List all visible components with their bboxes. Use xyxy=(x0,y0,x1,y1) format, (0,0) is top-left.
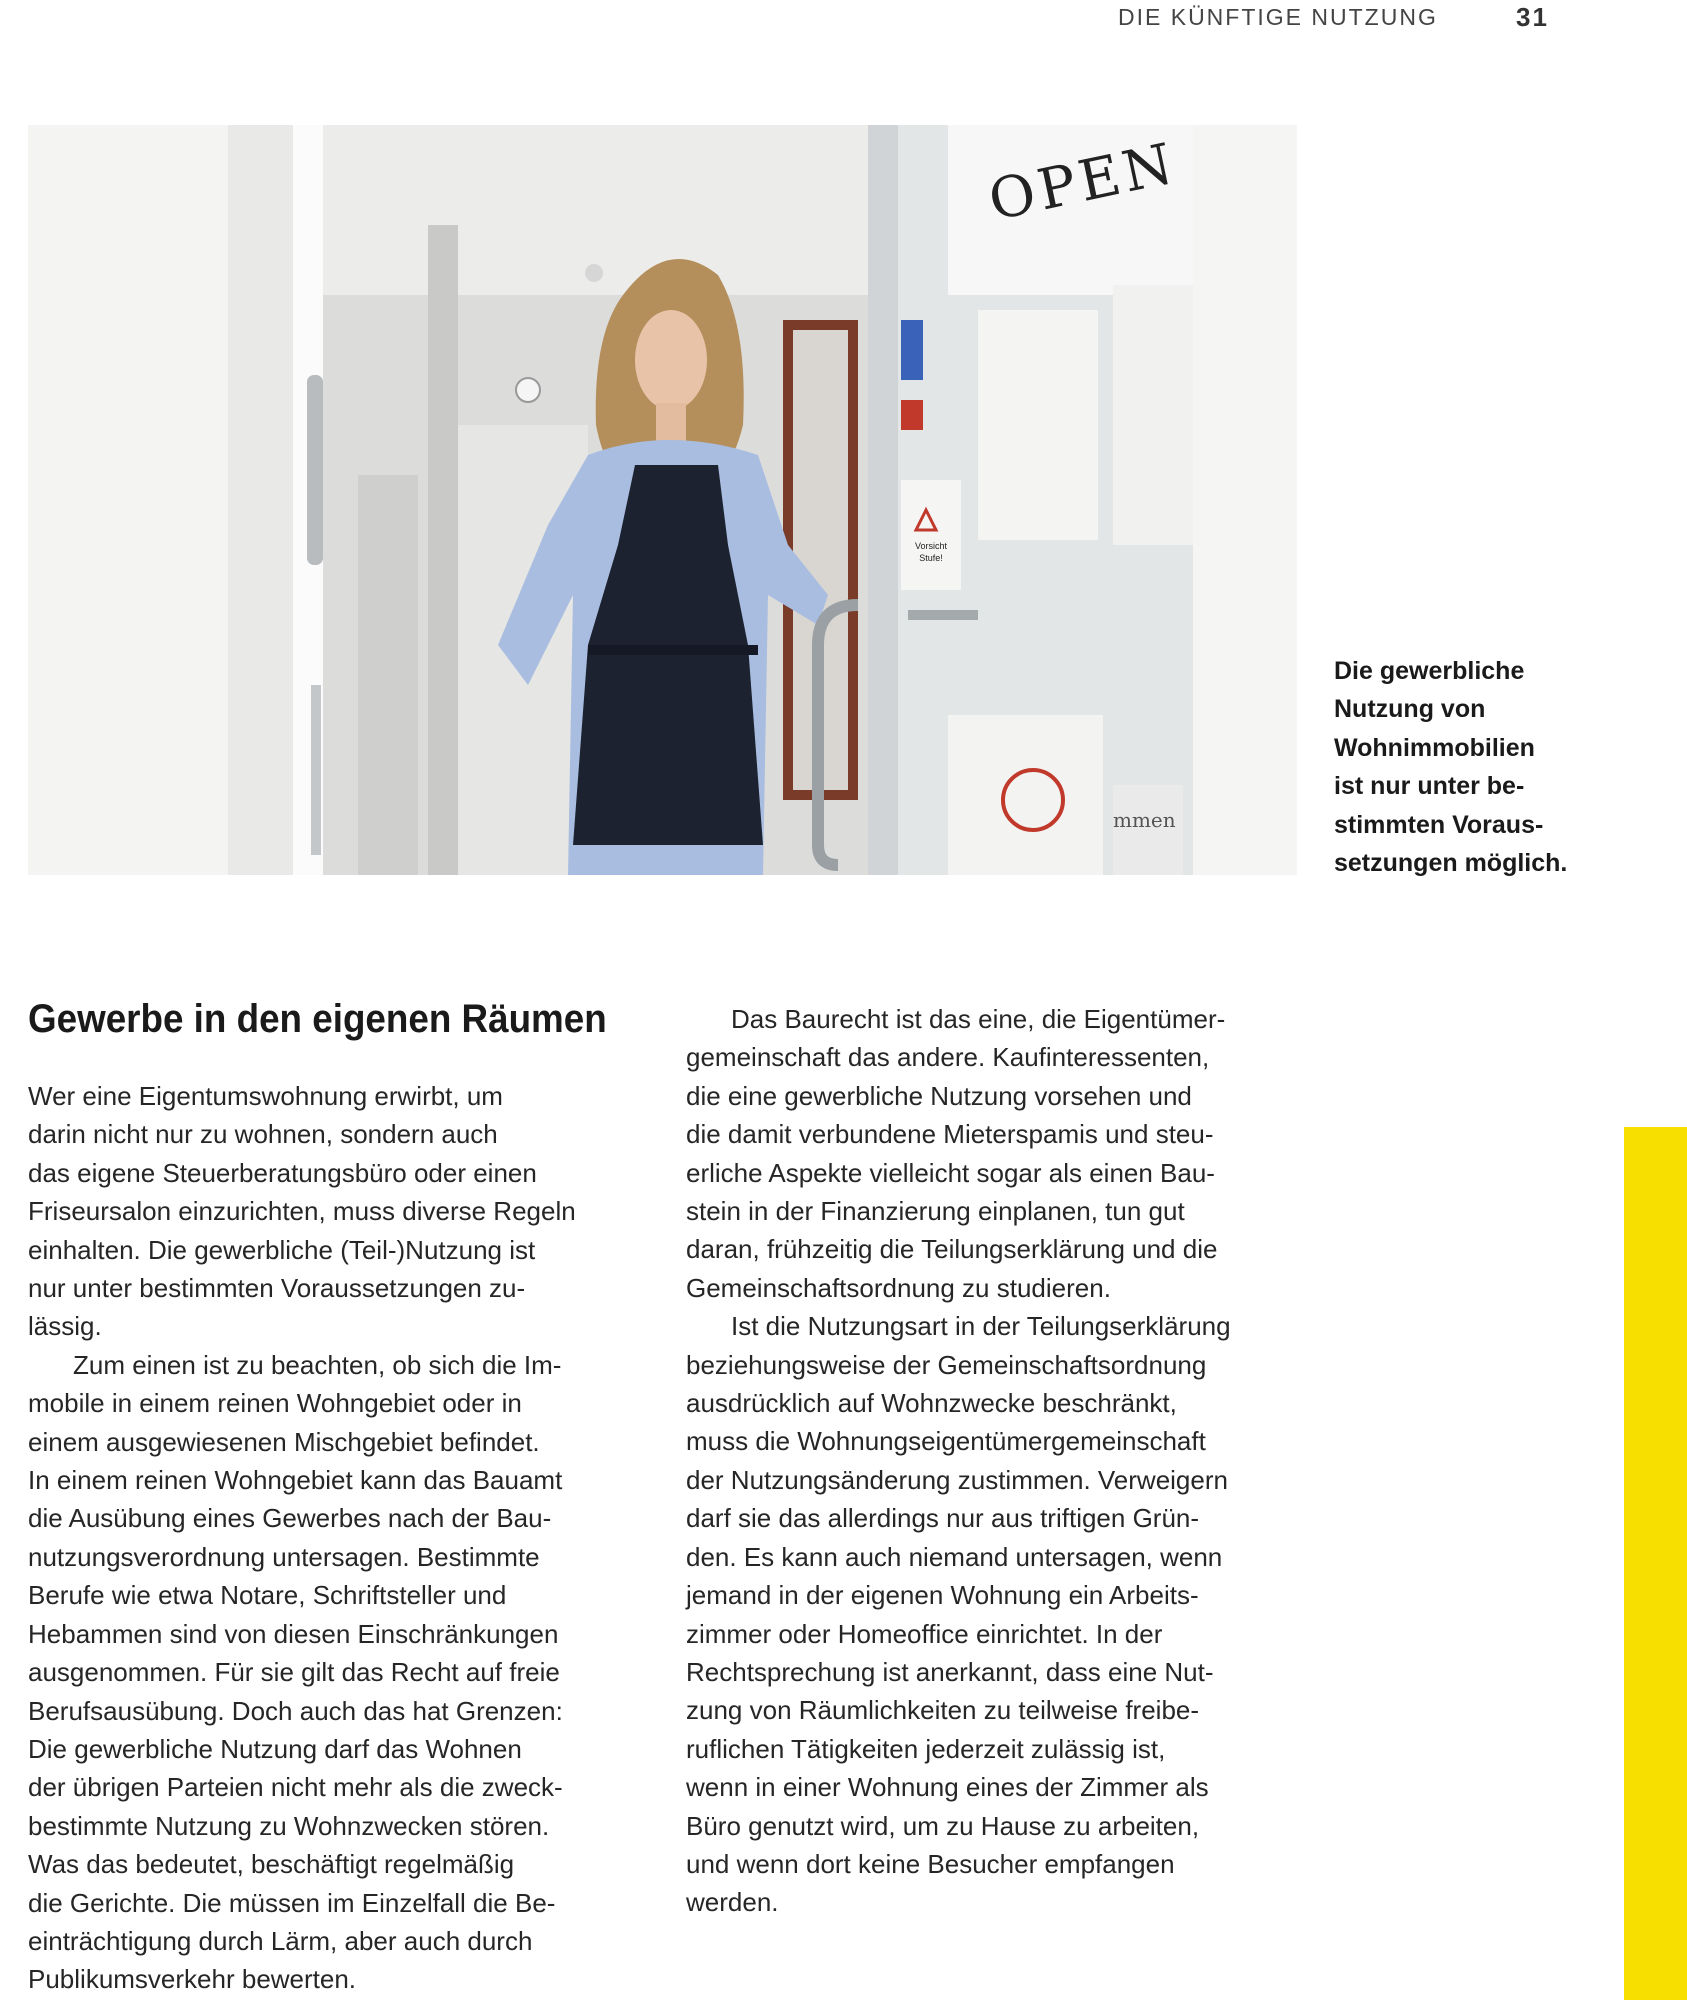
photo-caption xyxy=(1334,652,1594,882)
body-line: darf sie das allerdings nur aus triftigen Grün- xyxy=(686,1503,1200,1534)
body-line: gemeinschaft das andere. Kaufinteressenten, xyxy=(686,1042,1210,1073)
body-line: Publikumsverkehr bewerten. xyxy=(28,1964,357,1995)
article-heading: Gewerbe in den eigenen Räumen xyxy=(28,997,607,1041)
body-line: der Nutzungsänderung zustimmen. Verweigern xyxy=(686,1464,1228,1495)
caption-line: Nutzung von xyxy=(1334,695,1486,724)
article-right-column xyxy=(686,1000,1326,1922)
body-line: bestimmte Nutzung zu Wohnzwecken stören. xyxy=(28,1810,550,1841)
body-line: ruflichen Tätigkeiten jederzeit zulässig ist, xyxy=(686,1733,1166,1764)
shop-owner-photo xyxy=(28,125,1297,875)
body-line: die Ausübung eines Gewerbes nach der Bau- xyxy=(28,1503,552,1534)
body-line: werden. xyxy=(686,1887,779,1918)
caption-line: Wohnimmobilien xyxy=(1334,733,1535,762)
body-line: nutzungsverordnung untersagen. Bestimmte xyxy=(28,1541,540,1572)
caption-line: Die gewerbliche xyxy=(1334,657,1525,685)
body-line: ausdrücklich auf Wohnzwecke beschränkt, xyxy=(686,1388,1177,1419)
body-line: zung von Räumlichkeiten zu teilweise freibe- xyxy=(686,1695,1200,1726)
body-line: Gemeinschaftsordnung zu studieren. xyxy=(686,1272,1111,1303)
body-line: Zum einen ist zu beachten, ob sich die Im- xyxy=(73,1349,562,1380)
body-line: und wenn dort keine Besucher empfangen xyxy=(686,1848,1175,1879)
page-number: 31 xyxy=(1516,2,1549,32)
body-line: Hebammen sind von diesen Einschränkungen xyxy=(28,1618,559,1649)
body-line: der übrigen Parteien nicht mehr als die zweck- xyxy=(28,1772,563,1803)
body-line: die Gerichte. Die müssen im Einzelfall die Be- xyxy=(28,1887,556,1918)
chapter-color-tab xyxy=(1624,1127,1687,2000)
body-line: nur unter bestimmten Voraussetzungen zu- xyxy=(28,1273,526,1304)
body-line: einträchtigung durch Lärm, aber auch durch xyxy=(28,1925,533,1956)
body-line: ausgenommen. Für sie gilt das Recht auf freie xyxy=(28,1657,560,1688)
body-line: einhalten. Die gewerbliche (Teil-)Nutzung ist xyxy=(28,1234,536,1265)
body-line: daran, frühzeitig die Teilungserklärung und die xyxy=(686,1234,1218,1265)
body-line: darin nicht nur zu wohnen, sondern auch xyxy=(28,1119,498,1150)
body-line: die eine gewerbliche Nutzung vorsehen und xyxy=(686,1080,1192,1111)
body-line: Die gewerbliche Nutzung darf das Wohnen xyxy=(28,1733,522,1764)
body-line: mobile in einem reinen Wohngebiet oder in xyxy=(28,1388,522,1419)
caption-line: ist nur unter be- xyxy=(1334,772,1525,801)
open-sign: OPEN xyxy=(983,131,1183,234)
article-left-column xyxy=(28,1077,668,1999)
body-line: wenn in einer Wohnung eines der Zimmer als xyxy=(686,1772,1209,1803)
body-line: die damit verbundene Mieterspamis und steu- xyxy=(686,1119,1214,1150)
body-line: Ist die Nutzungsart in der Teilungserklärung xyxy=(731,1311,1231,1342)
warning-line-1: Vorsicht xyxy=(914,541,947,551)
body-line: lässig. xyxy=(28,1311,102,1342)
caption-line: setzungen möglich. xyxy=(1334,849,1568,878)
caption-line: stimmten Voraus- xyxy=(1334,810,1544,839)
body-line: Das Baurecht ist das eine, die Eigentümer- xyxy=(731,1004,1226,1034)
body-line: zimmer oder Homeoffice einrichtet. In der xyxy=(686,1618,1163,1649)
body-line: muss die Wohnungseigentümergemeinschaft xyxy=(686,1426,1206,1457)
door-lettering: mmen xyxy=(1113,808,1176,832)
warning-sign xyxy=(906,540,956,564)
body-line: Büro genutzt wird, um zu Hause zu arbeiten, xyxy=(686,1810,1200,1841)
body-line: erliche Aspekte vielleicht sogar als einen Bau- xyxy=(686,1157,1215,1188)
body-line: Was das bedeutet, beschäftigt regelmäßig xyxy=(28,1849,515,1880)
body-line: beziehungsweise der Gemeinschaftsordnung xyxy=(686,1349,1207,1380)
body-line: das eigene Steuerberatungsbüro oder einen xyxy=(28,1157,537,1188)
body-line: stein in der Finanzierung einplanen, tun gut xyxy=(686,1196,1185,1227)
warning-line-2: Stufe! xyxy=(919,553,943,563)
body-line: In einem reinen Wohngebiet kann das Bauamt xyxy=(28,1465,563,1496)
body-line: Berufe wie etwa Notare, Schriftsteller und xyxy=(28,1580,507,1611)
body-line: einem ausgewiesenen Mischgebiet befindet. xyxy=(28,1426,540,1457)
body-line: jemand in der eigenen Wohnung ein Arbeits- xyxy=(686,1580,1199,1611)
body-line: den. Es kann auch niemand untersagen, wenn xyxy=(686,1541,1223,1572)
body-line: Rechtsprechung ist anerkannt, dass eine Nut- xyxy=(686,1656,1214,1687)
photo-illustration xyxy=(28,125,1297,875)
body-line: Berufsausübung. Doch auch das hat Grenzen: xyxy=(28,1695,563,1726)
running-title: DIE KÜNFTIGE NUTZUNG xyxy=(1118,4,1438,30)
body-line: Friseursalon einzurichten, muss diverse Regeln xyxy=(28,1196,576,1227)
body-line: Wer eine Eigentumswohnung erwirbt, um xyxy=(28,1081,503,1111)
